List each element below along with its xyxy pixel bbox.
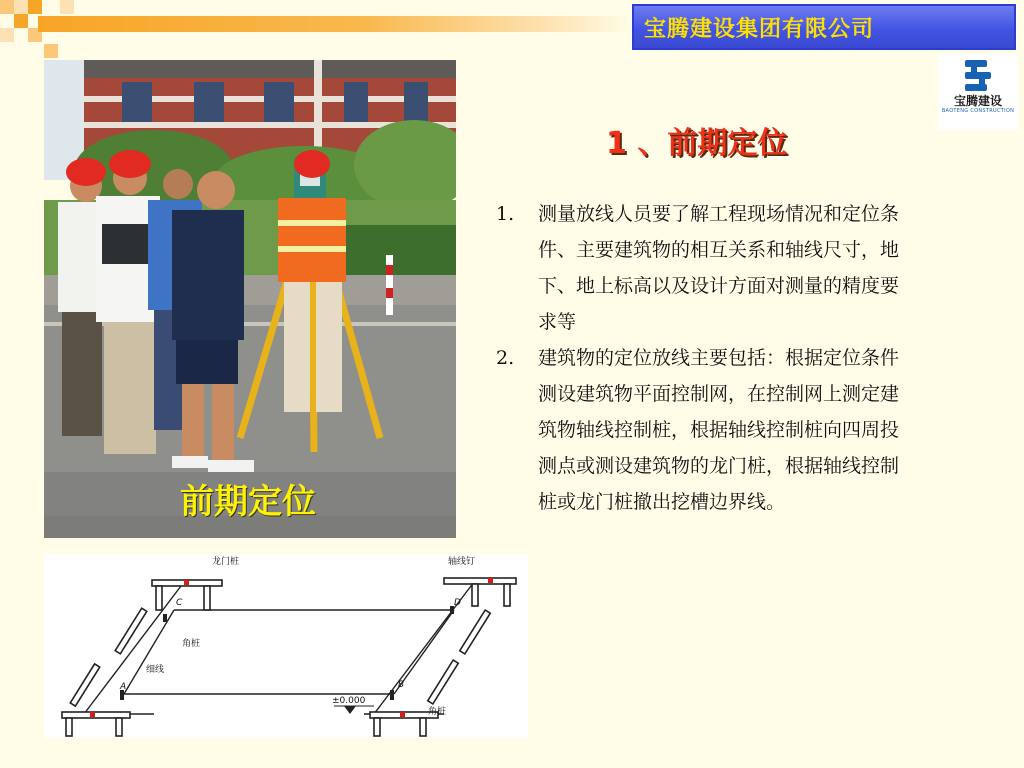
- slide-heading: 1 、前期定位: [606, 126, 788, 161]
- diagram-drawing: [44, 554, 528, 738]
- label-thin-line: 细线: [146, 665, 165, 675]
- corner-square-8: [44, 44, 58, 58]
- list-item-number: 1.: [496, 203, 515, 225]
- list-item-text: 测量放线人员要了解工程现场情况和定位条件、主要建筑物的相互关系和轴线尺寸，地下、地上标高以及设计方面对测量的精度要求等: [538, 203, 900, 333]
- label-batter-board: 龙门桩: [212, 557, 240, 567]
- corner-square-3: [14, 14, 28, 28]
- list-item-text: 建筑物的定位放线主要包括：根据定位条件测设建筑物平面控制网，在控制网上测定建筑物轴线控制桩，根据轴线控制桩向四周投测点或测设建筑物的龙门桩，根据轴线控制桩或龙门桩撤出挖槽边界线。: [538, 347, 900, 513]
- company-banner: [632, 4, 1016, 50]
- list-item-number: 2.: [496, 347, 515, 369]
- label-corner-stake-top: 角桩: [182, 639, 201, 649]
- corner-square-1: [0, 0, 14, 14]
- header-accent-bar: [38, 16, 634, 32]
- logo-subtext: BAOTENG CONSTRUCTION: [941, 108, 1015, 114]
- list-item: [496, 340, 916, 520]
- logo-name: 宝腾建设: [953, 94, 1002, 108]
- site-survey-photo: [44, 60, 456, 538]
- corner-square-7: [60, 0, 74, 14]
- company-logo: [938, 54, 1018, 130]
- company-name: 宝腾建设集团有限公司: [644, 16, 875, 42]
- corner-square-6: [0, 28, 14, 42]
- label-axis-nail: 轴线钉: [448, 557, 476, 567]
- photo-caption: 前期定位: [180, 482, 316, 522]
- logo-mark-icon: [961, 58, 995, 94]
- label-point-c: C: [176, 598, 183, 608]
- label-elevation: ±0.000: [332, 696, 366, 706]
- label-point-d: D: [454, 598, 461, 608]
- list-item: [496, 196, 916, 340]
- corner-square-2: [14, 0, 28, 14]
- label-corner-stake-bottom: 角桩: [428, 707, 447, 717]
- batter-board-diagram: [44, 554, 528, 738]
- label-point-a: A: [120, 682, 127, 692]
- label-point-b: B: [398, 680, 405, 690]
- corner-square-4: [28, 0, 42, 14]
- body-list: [496, 196, 916, 520]
